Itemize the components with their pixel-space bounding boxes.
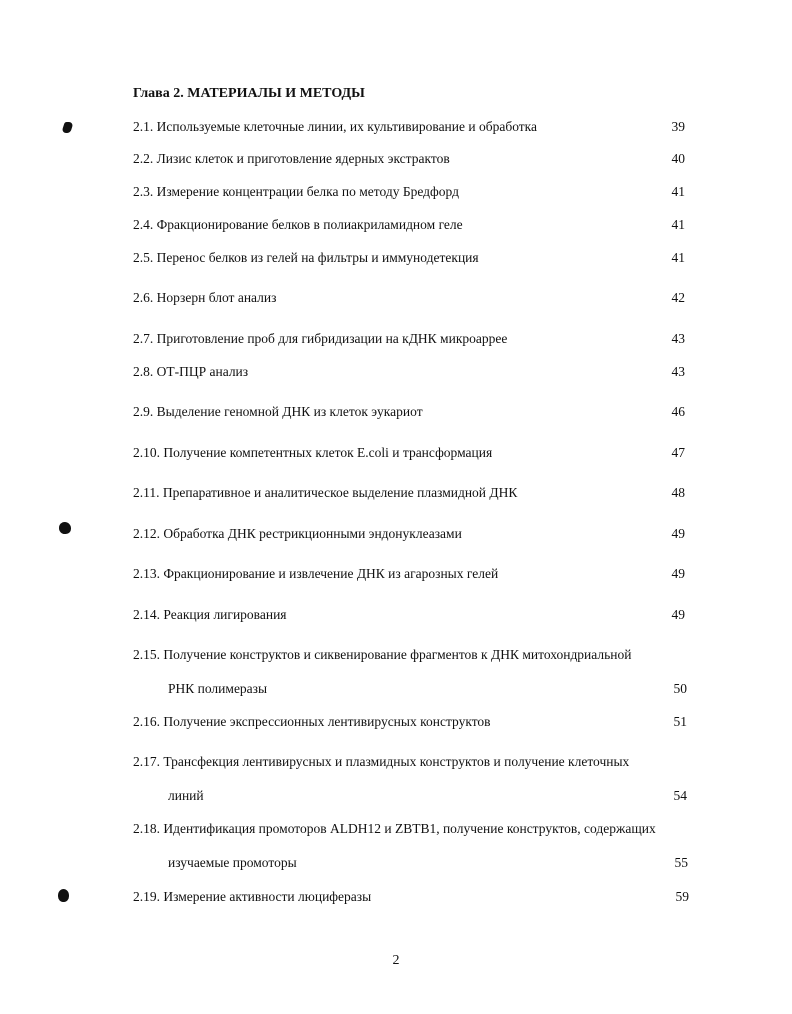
toc-entry-2-4: 2.4. Фракционирование белков в полиакриламидном геле — [133, 217, 463, 232]
toc-entry-2-16: 2.16. Получение экспрессионных лентивирусных конструктов — [133, 714, 491, 729]
toc-entry-2-2: 2.2. Лизис клеток и приготовление ядерных экстрактов — [133, 151, 450, 166]
toc-page-2-19: 59 — [675, 889, 689, 904]
toc-page-2-6: 42 — [671, 290, 685, 305]
toc-entry-2-1: 2.1. Используемые клеточные линии, их культивирование и обработка — [133, 119, 538, 134]
toc-page-2-13: 49 — [671, 566, 685, 581]
toc-entry-2-17: 2.17. Трансфекция лентивирусных и плазмидных конструктов и получение клеточных — [133, 754, 630, 769]
toc-entry-2-8: 2.8. ОТ-ПЦР анализ — [133, 364, 249, 379]
toc-entry-2-9: 2.9. Выделение геномной ДНК из клеток эукариот — [133, 404, 423, 419]
toc-entry-2-11: 2.11. Препаративное и аналитическое выделение плазмидной ДНК — [133, 485, 518, 500]
toc-entry-2-15: 2.15. Получение конструктов и сиквенирование фрагментов к ДНК митохондриальной — [133, 647, 632, 662]
scan-mark — [59, 522, 71, 534]
toc-page-2-2: 40 — [671, 151, 685, 166]
toc-page-2-10: 47 — [671, 445, 685, 460]
scan-mark — [61, 122, 74, 133]
toc-page-2-11: 48 — [671, 485, 685, 500]
toc-page-2-12: 49 — [671, 526, 685, 541]
toc-page-2-7: 43 — [671, 331, 685, 346]
toc-entry-2-17-cont: линий — [168, 788, 204, 803]
toc-page-2-4: 41 — [671, 217, 685, 232]
toc-page-2-18: 55 — [674, 855, 688, 870]
toc-entry-2-13: 2.13. Фракционирование и извлечение ДНК из агарозных гелей — [133, 566, 499, 581]
toc-page-2-1: 39 — [671, 119, 685, 134]
toc-page-2-17: 54 — [673, 788, 687, 803]
page-number: 2 — [392, 953, 400, 968]
toc-page-2-3: 41 — [671, 184, 685, 199]
toc-entry-2-10: 2.10. Получение компетентных клеток E.coli и трансформация — [133, 445, 493, 460]
toc-page-2-8: 43 — [671, 364, 685, 379]
toc-page-2-14: 49 — [671, 607, 685, 622]
toc-page-2-5: 41 — [671, 250, 685, 265]
toc-page-2-9: 46 — [671, 404, 685, 419]
toc-entry-2-19: 2.19. Измерение активности люциферазы — [133, 889, 372, 904]
toc-entry-2-18: 2.18. Идентификация промоторов ALDH12 и ZBTB1, получение конструктов, содержащих — [133, 821, 656, 836]
toc-entry-2-5: 2.5. Перенос белков из гелей на фильтры и иммунодетекция — [133, 250, 479, 265]
toc-page-2-16: 51 — [673, 714, 687, 729]
toc-entry-2-3: 2.3. Измерение концентрации белка по методу Бредфорд — [133, 184, 459, 199]
toc-entry-2-12: 2.12. Обработка ДНК рестрикционными эндонуклеазами — [133, 526, 462, 541]
chapter-heading: Глава 2. МАТЕРИАЛЫ И МЕТОДЫ — [133, 86, 365, 101]
scan-mark — [58, 889, 69, 902]
toc-entry-2-18-cont: изучаемые промоторы — [168, 855, 297, 870]
toc-entry-2-15-cont: РНК полимеразы — [168, 681, 268, 696]
toc-page-2-15: 50 — [673, 681, 687, 696]
toc-entry-2-6: 2.6. Норзерн блот анализ — [133, 290, 277, 305]
toc-entry-2-14: 2.14. Реакция лигирования — [133, 607, 287, 622]
toc-entry-2-7: 2.7. Приготовление проб для гибридизации на кДНК микроаррее — [133, 331, 508, 346]
